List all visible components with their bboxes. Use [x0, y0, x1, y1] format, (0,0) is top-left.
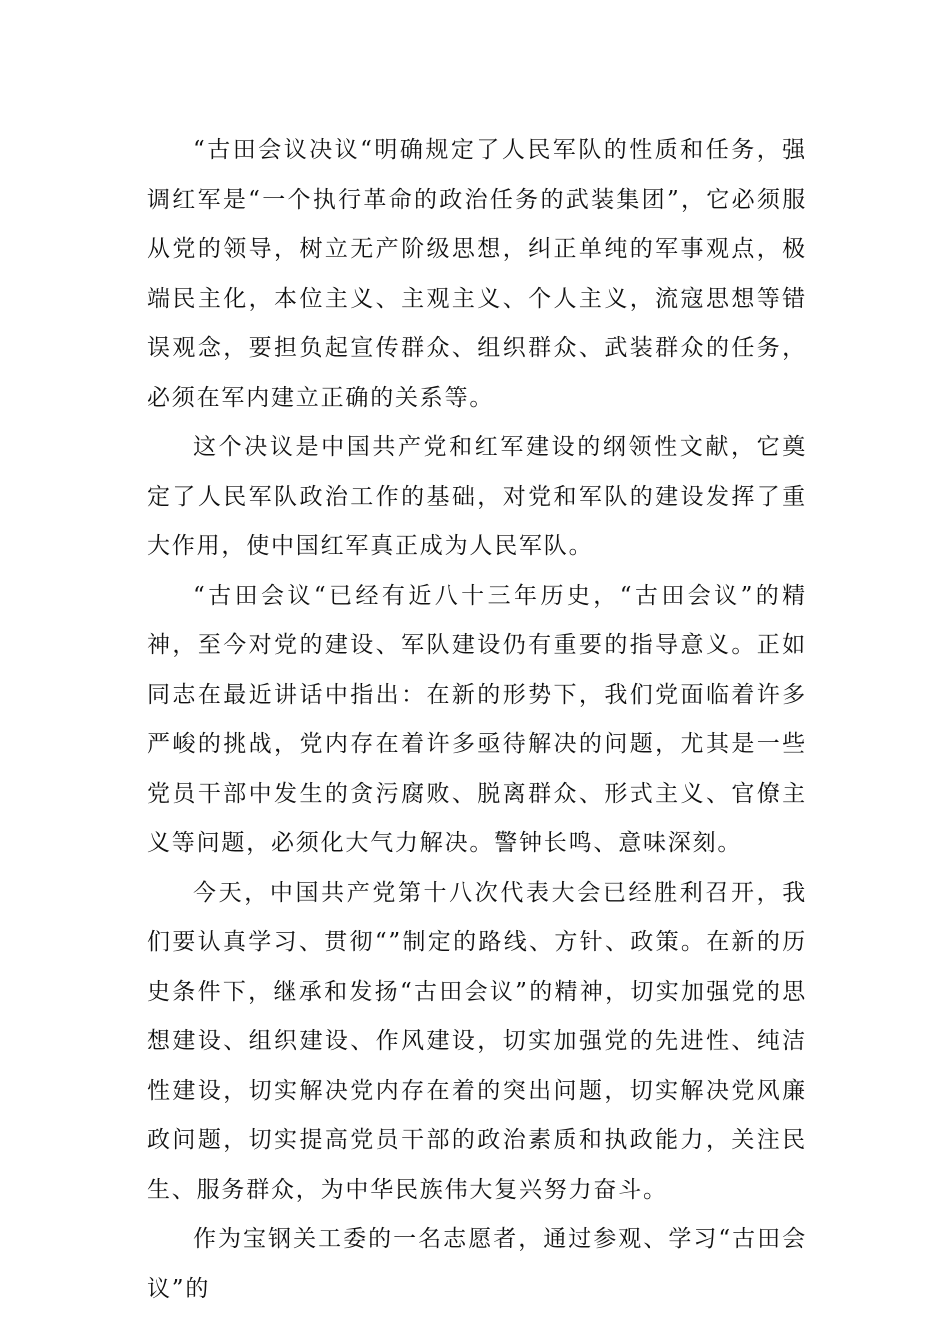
paragraph-volunteer: 作为宝钢关工委的一名志愿者，通过参观、学习“古田会议”的 — [147, 1226, 807, 1302]
paragraph-guiding-meaning: “古田会议“已经有近八十三年历史，“古田会议”的精神，至今对党的建设、军队建设仍有重要的指导意义。正如同志在最近讲话中指出：在新的形势下，我们党面临着许多严峻的挑战，党内存在着许多亟待解决的问题，尤其是一些党员干部中发生的贪污腐败、脱离群众、形式主义、官僚主义等问题，必须化大气力解决。警钟长鸣、意味深刻。 — [147, 582, 807, 856]
paragraph-eighteenth-congress: 今天，中国共产党第十八次代表大会已经胜利召开，我们要认真学习、贯彻“”制定的路线、方针、政策。在新的历史条件下，继承和发扬“古田会议”的精神，切实加强党的思想建设、组织建设、作风建设，切实加强党的先进性、纯洁性建设，切实解决党内存在着的突出问题，切实解决党风廉政问题，切实提高党员干部的政治素质和执政能力，关注民生、服务群众，为中华民族伟大复兴努力奋斗。 — [147, 879, 807, 1203]
paragraph-resolution-significance: 这个决议是中国共产党和红军建设的纲领性文献，它奠定了人民军队政治工作的基础，对党和军队的建设发挥了重大作用，使中国红军真正成为人民军队。 — [147, 434, 807, 559]
document-body — [147, 126, 807, 1314]
paragraph-resolution-content: “古田会议决议“明确规定了人民军队的性质和任务，强调红军是“一个执行革命的政治任务的武装集团”，它必须服从党的领导，树立无产阶级思想，纠正单纯的军事观点，极端民主化，本位主义、主观主义、个人主义，流寇思想等错误观念，要担负起宣传群众、组织群众、武装群众的任务，必须在军内建立正确的关系等。 — [147, 137, 807, 411]
